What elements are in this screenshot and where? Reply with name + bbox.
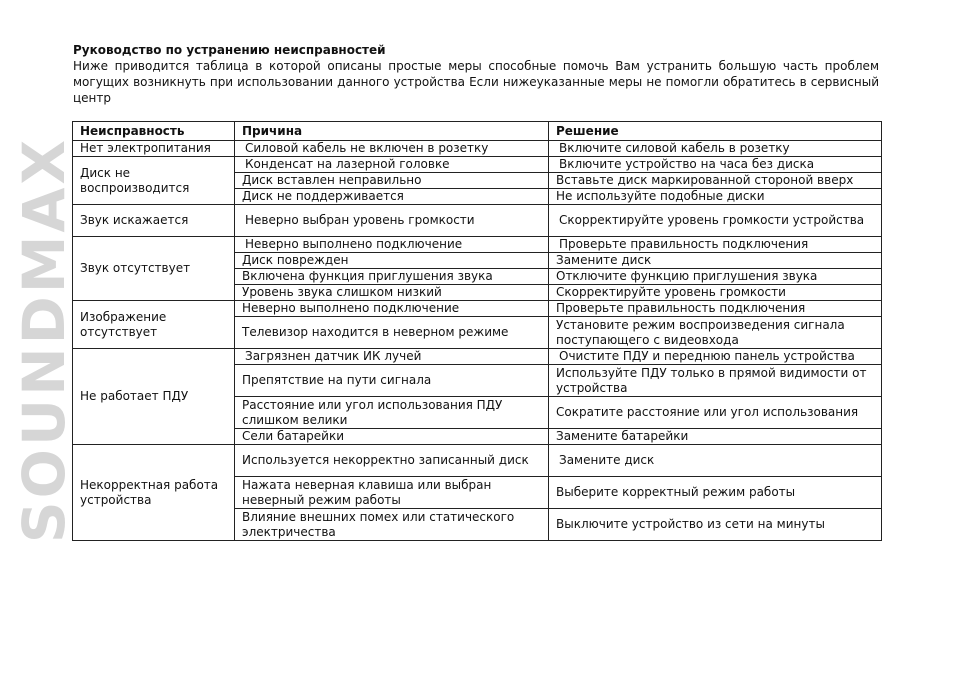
cause-cell: Диск вставлен неправильно	[235, 173, 549, 189]
solution-cell: Очистите ПДУ и переднюю панель устройства	[549, 349, 882, 365]
cause-cell: Препятствие на пути сигнала	[235, 365, 549, 397]
brand-watermark: SOUNDMAX	[10, 136, 78, 544]
cause-cell: Нажата неверная клавиша или выбран неверный режим работы	[235, 477, 549, 509]
solution-cell: Включите устройство на часа без диска	[549, 157, 882, 173]
solution-cell: Выключите устройство из сети на минуты	[549, 509, 882, 541]
problem-cell: Диск не воспроизводится	[73, 157, 235, 205]
solution-cell: Установите режим воспроизведения сигнала поступающего с видеовхода	[549, 317, 882, 349]
solution-cell: Замените диск	[549, 253, 882, 269]
page-title: Руководство по устранению неисправностей	[73, 43, 386, 57]
solution-cell: Замените диск	[549, 445, 882, 477]
solution-cell: Включите силовой кабель в розетку	[549, 141, 882, 157]
column-header-problem: Неисправность	[73, 122, 235, 141]
solution-cell: Скорректируйте уровень громкости устройства	[549, 205, 882, 237]
troubleshooting-table	[72, 121, 882, 541]
solution-cell: Вставьте диск маркированной стороной вверх	[549, 173, 882, 189]
table-row	[73, 237, 882, 253]
solution-cell: Используйте ПДУ только в прямой видимости от устройства	[549, 365, 882, 397]
table-row	[73, 301, 882, 317]
solution-cell: Проверьте правильность подключения	[549, 301, 882, 317]
column-header-solution: Решение	[549, 122, 882, 141]
solution-cell: Замените батарейки	[549, 429, 882, 445]
table-row	[73, 445, 882, 477]
cause-cell: Расстояние или угол использования ПДУ слишком велики	[235, 397, 549, 429]
cause-cell: Неверно выполнено подключение	[235, 301, 549, 317]
solution-cell: Проверьте правильность подключения	[549, 237, 882, 253]
cause-cell: Диск не поддерживается	[235, 189, 549, 205]
table-row	[73, 205, 882, 237]
problem-cell: Изображение отсутствует	[73, 301, 235, 349]
cause-cell: Сели батарейки	[235, 429, 549, 445]
table-row	[73, 349, 882, 365]
cause-cell: Уровень звука слишком низкий	[235, 285, 549, 301]
problem-cell: Звук отсутствует	[73, 237, 235, 301]
table-row	[73, 141, 882, 157]
cause-cell: Диск поврежден	[235, 253, 549, 269]
solution-cell: Выберите корректный режим работы	[549, 477, 882, 509]
cause-cell: Неверно выбран уровень громкости	[235, 205, 549, 237]
cause-cell: Силовой кабель не включен в розетку	[235, 141, 549, 157]
table-header-row	[73, 122, 882, 141]
solution-cell: Скорректируйте уровень громкости	[549, 285, 882, 301]
column-header-cause: Причина	[235, 122, 549, 141]
cause-cell: Телевизор находится в неверном режиме	[235, 317, 549, 349]
problem-cell: Звук искажается	[73, 205, 235, 237]
cause-cell: Конденсат на лазерной головке	[235, 157, 549, 173]
cause-cell: Используется некорректно записанный диск	[235, 445, 549, 477]
cause-cell: Загрязнен датчик ИК лучей	[235, 349, 549, 365]
solution-cell: Не используйте подобные диски	[549, 189, 882, 205]
solution-cell: Отключите функцию приглушения звука	[549, 269, 882, 285]
solution-cell: Сократите расстояние или угол использования	[549, 397, 882, 429]
cause-cell: Неверно выполнено подключение	[235, 237, 549, 253]
cause-cell: Включена функция приглушения звука	[235, 269, 549, 285]
intro-paragraph: Ниже приводится таблица в которой описаны простые меры способные помочь Вам устранить большую часть проблем могущих возникнуть при использовании данного устройства Если нижеуказанные меры не помогли обратитесь в сервисный центр	[73, 59, 879, 105]
problem-cell: Нет электропитания	[73, 141, 235, 157]
cause-cell: Влияние внешних помех или статического электричества	[235, 509, 549, 541]
table-row	[73, 157, 882, 173]
problem-cell: Не работает ПДУ	[73, 349, 235, 445]
problem-cell: Некорректная работа устройства	[73, 445, 235, 541]
